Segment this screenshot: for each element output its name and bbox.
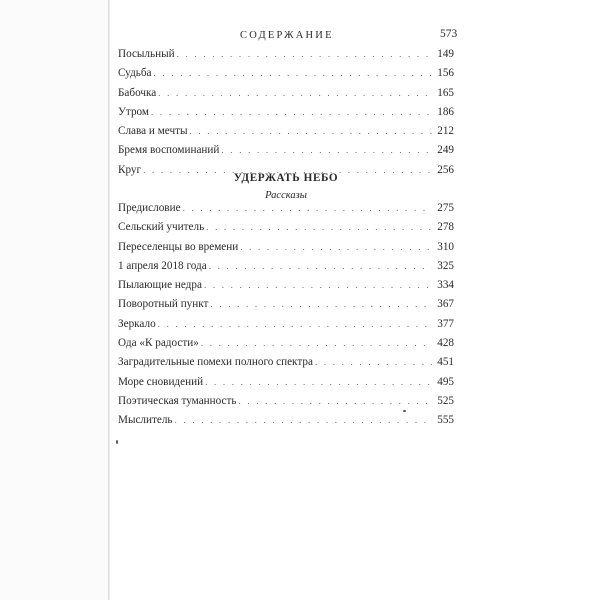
toc-entry-title: Утром	[118, 105, 150, 118]
toc-entry-title: Предисловие	[118, 202, 181, 214]
page-number: 573	[440, 28, 458, 40]
toc-leader-dots	[205, 377, 432, 387]
toc-leader-dots	[158, 319, 432, 329]
toc-leader-dots	[315, 357, 432, 367]
toc-entry-title: Переселенцы во времени	[118, 240, 239, 253]
toc-leader-dots	[209, 261, 432, 271]
toc-entry	[118, 202, 454, 221]
toc-entry-title: Поворотный пункт	[118, 298, 209, 311]
toc-leader-dots	[177, 49, 432, 59]
toc-entry-page: 275	[437, 202, 454, 214]
toc-entry	[118, 125, 454, 144]
toc-entry-title: Слава и мечты	[118, 125, 188, 138]
toc-entry-page: 377	[437, 317, 454, 330]
toc-leader-dots	[151, 107, 432, 117]
toc-entry	[118, 298, 454, 317]
toc-entry-title: Бремя воспоминаний	[118, 144, 220, 157]
toc-entry-page: 334	[437, 279, 454, 292]
toc-entry-page: 325	[437, 259, 454, 272]
toc-entry-title: Судьба	[118, 67, 152, 80]
toc-leader-dots	[154, 68, 432, 78]
toc-leader-dots	[175, 415, 432, 425]
toc-entry-page: 212	[437, 125, 454, 138]
page-gutter	[0, 0, 108, 600]
toc-entry-page: 278	[437, 221, 454, 234]
toc-entry-page: 310	[437, 240, 454, 253]
toc-entry-page: 495	[437, 375, 454, 388]
toc-entry-title: Круг	[118, 163, 142, 176]
section-heading: УДЕРЖАТЬ НЕБО	[233, 172, 339, 184]
toc-entry-title: Море сновидений	[118, 375, 204, 388]
toc-leader-dots	[201, 338, 432, 348]
toc-leader-dots	[183, 203, 432, 213]
toc-leader-dots	[190, 126, 433, 136]
toc-entry	[118, 356, 454, 375]
toc-entry	[118, 144, 454, 163]
toc-entry	[118, 67, 454, 86]
toc-entry-page: 149	[437, 48, 454, 60]
toc-entry	[118, 376, 454, 395]
toc-entry-title: Ода «К радости»	[118, 337, 199, 350]
toc-entry	[118, 106, 454, 125]
toc-entry-page: 156	[437, 67, 454, 80]
toc-entry	[118, 414, 454, 433]
toc-entry-page: 555	[437, 414, 454, 427]
toc-entry	[118, 279, 454, 298]
toc-list-part1	[118, 48, 454, 183]
toc-entry	[118, 87, 454, 106]
toc-entry-page: 256	[437, 163, 454, 176]
toc-entry-title: Заградительные помехи полного спектра	[118, 356, 313, 369]
toc-leader-dots	[221, 145, 432, 155]
toc-leader-dots	[240, 242, 432, 252]
toc-entry-page: 165	[437, 86, 454, 99]
toc-list-part2	[118, 202, 454, 434]
toc-entry	[118, 318, 454, 337]
toc-entry-page: 186	[437, 105, 454, 118]
paper-speck	[116, 440, 118, 444]
toc-leader-dots	[238, 396, 432, 406]
toc-entry-title: Зеркало	[118, 317, 156, 330]
toc-entry-title: Сельский учитель	[118, 221, 205, 234]
toc-entry-page: 367	[437, 298, 454, 311]
toc-entry	[118, 337, 454, 356]
toc-entry	[118, 260, 454, 279]
toc-entry-title: Поэтическая туманность	[118, 394, 237, 407]
toc-entry-title: Бабочка	[118, 86, 157, 99]
toc-entry	[118, 48, 454, 67]
toc-entry-title: 1 апреля 2018 года	[118, 259, 207, 272]
toc-leader-dots	[204, 280, 432, 290]
toc-entry-page: 428	[437, 337, 454, 350]
toc-entry	[118, 241, 454, 260]
toc-entry-page: 451	[437, 356, 454, 369]
section-subheading: Рассказы	[265, 190, 307, 201]
toc-entry-title: Мыслитель	[118, 414, 173, 427]
toc-entry	[118, 221, 454, 240]
running-head: СОДЕРЖАНИЕ	[240, 30, 334, 41]
page-edge	[108, 0, 110, 600]
paper-speck	[403, 410, 406, 412]
toc-leader-dots	[158, 88, 432, 98]
toc-entry-title: Пылающие недра	[118, 279, 202, 292]
toc-entry-title: Посыльный	[118, 48, 175, 60]
toc-entry-page: 249	[437, 144, 454, 157]
toc-leader-dots	[210, 299, 432, 309]
toc-leader-dots	[206, 222, 432, 232]
toc-entry-page: 525	[437, 394, 454, 407]
